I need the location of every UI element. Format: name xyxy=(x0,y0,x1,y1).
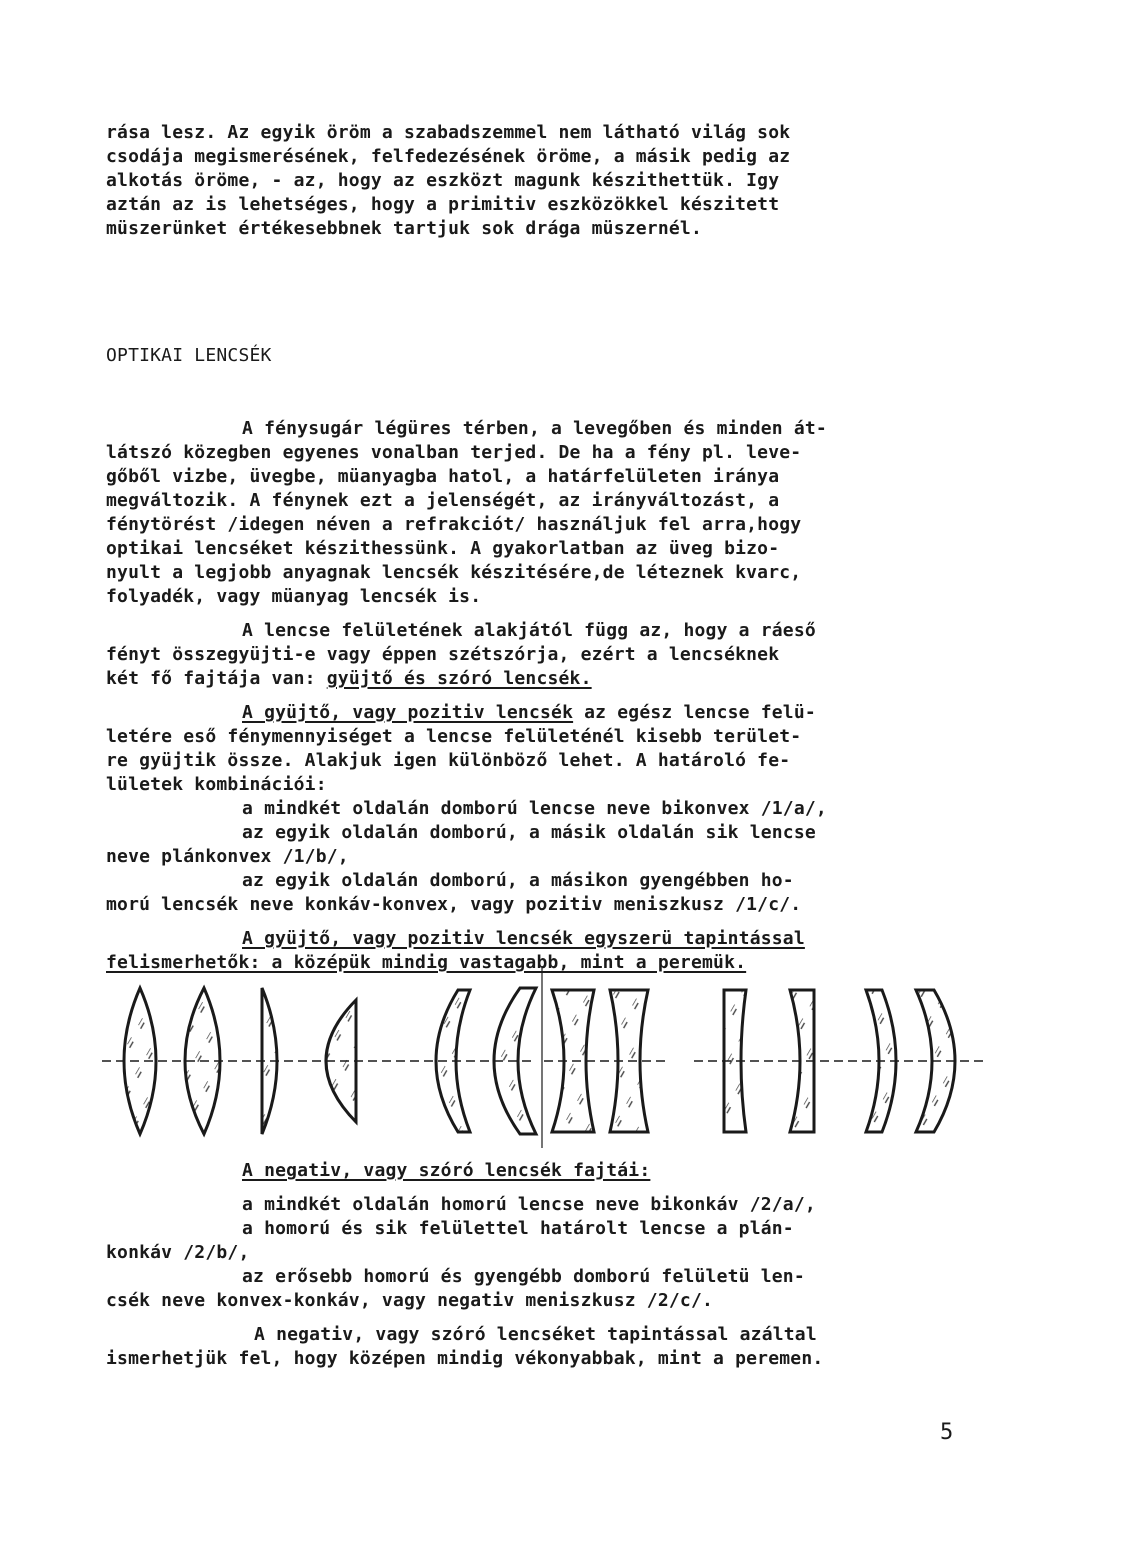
underlined-term: gyüjtő és szóró lencsék. xyxy=(326,668,592,689)
paragraph-line: neve plánkonvex /1/b/, xyxy=(106,846,349,867)
paragraph-line: konkáv /2/b/, xyxy=(106,1242,250,1263)
paragraph-line: a mindkét oldalán domború lencse neve bikonvex /1/a/, xyxy=(242,798,827,819)
paragraph-line: folyadék, vagy müanyag lencsék is. xyxy=(106,586,482,607)
paragraph-line: felismerhetők: a középük mindig vastagabb, mint a peremük. xyxy=(106,952,747,973)
paragraph-line: gőből vizbe, üvegbe, müanyagba hatol, a határfelületen iránya xyxy=(106,466,780,487)
intro-line: aztán az is lehetséges, hogy a primitiv eszközökkel készitett xyxy=(106,194,780,215)
intro-line: csodája megismerésének, felfedezésének öröme, a másik pedig az xyxy=(106,146,791,167)
paragraph-line: fényt összegyüjti-e vagy éppen szétszórja, ezért a lencséknek xyxy=(106,644,780,665)
paragraph-line: re gyüjtik össze. Alakjuk igen különböző lehet. A határoló fe- xyxy=(106,750,791,771)
inline-text: két fő fajtája van: xyxy=(106,668,327,689)
paragraph-line xyxy=(242,702,816,724)
paragraph-line: csék neve konvex-konkáv, vagy negativ meniszkusz /2/c/. xyxy=(106,1290,714,1311)
paragraph-line: a homorú és sik felülettel határolt lencse a plán- xyxy=(242,1218,794,1239)
intro-line: alkotás öröme, - az, hogy az eszközt magunk készithettük. Igy xyxy=(106,170,780,191)
section-title: OPTIKAI LENCSÉK xyxy=(106,345,272,366)
subsection-heading: A negativ, vagy szóró lencsék fajtái: xyxy=(242,1160,651,1181)
paragraph-line: az egyik oldalán domború, a másikon gyengébben ho- xyxy=(242,870,794,891)
paragraph-line: ismerhetjük fel, hogy középen mindig vékonyabbak, mint a peremen. xyxy=(106,1348,824,1369)
paragraph-line: fénytörést /idegen néven a refrakciót/ használjuk fel arra,hogy xyxy=(106,514,802,535)
paragraph-line xyxy=(106,668,592,690)
paragraph-line: A gyüjtő, vagy pozitiv lencsék egyszerü tapintással xyxy=(242,928,805,949)
intro-line: müszerünket értékesebbnek tartjuk sok drága müszernél. xyxy=(106,218,702,239)
paragraph-line: optikai lencséket készithessünk. A gyakorlatban az üveg bizo- xyxy=(106,538,780,559)
paragraph-line: a mindkét oldalán homorú lencse neve bikonkáv /2/a/, xyxy=(242,1194,816,1215)
inline-text: az egész lencse felü- xyxy=(573,702,816,723)
underlined-term: A gyüjtő, vagy pozitiv lencsék xyxy=(242,702,574,723)
intro-line: rása lesz. Az egyik öröm a szabadszemmel nem látható világ sok xyxy=(106,122,791,143)
paragraph-line: az egyik oldalán domború, a másik oldalán sik lencse xyxy=(242,822,816,843)
paragraph-line: morú lencsék neve konkáv-konvex, vagy pozitiv meniszkusz /1/c/. xyxy=(106,894,802,915)
paragraph-line: A negativ, vagy szóró lencséket tapintással azáltal xyxy=(254,1324,817,1345)
paragraph-line: az erősebb homorú és gyengébb domború felületü len- xyxy=(242,1266,805,1287)
page-number: 5 xyxy=(940,1420,954,1445)
paragraph-line: A fénysugár légüres térben, a levegőben és minden át- xyxy=(242,418,827,439)
paragraph-line: látszó közegben egyenes vonalban terjed. De ha a fény pl. leve- xyxy=(106,442,802,463)
paragraph-line: letére eső fénymennyiséget a lencse felületénél kisebb terület- xyxy=(106,726,802,747)
lens-types-figure xyxy=(96,966,996,1156)
paragraph-line: nyult a legjobb anyagnak lencsék készitésére,de léteznek kvarc, xyxy=(106,562,802,583)
paragraph-line: A lencse felületének alakjától függ az, hogy a ráeső xyxy=(242,620,816,641)
paragraph-line: megváltozik. A fénynek ezt a jelenségét, az irányváltozást, a xyxy=(106,490,780,511)
paragraph-line: lületek kombinációi: xyxy=(106,774,327,795)
